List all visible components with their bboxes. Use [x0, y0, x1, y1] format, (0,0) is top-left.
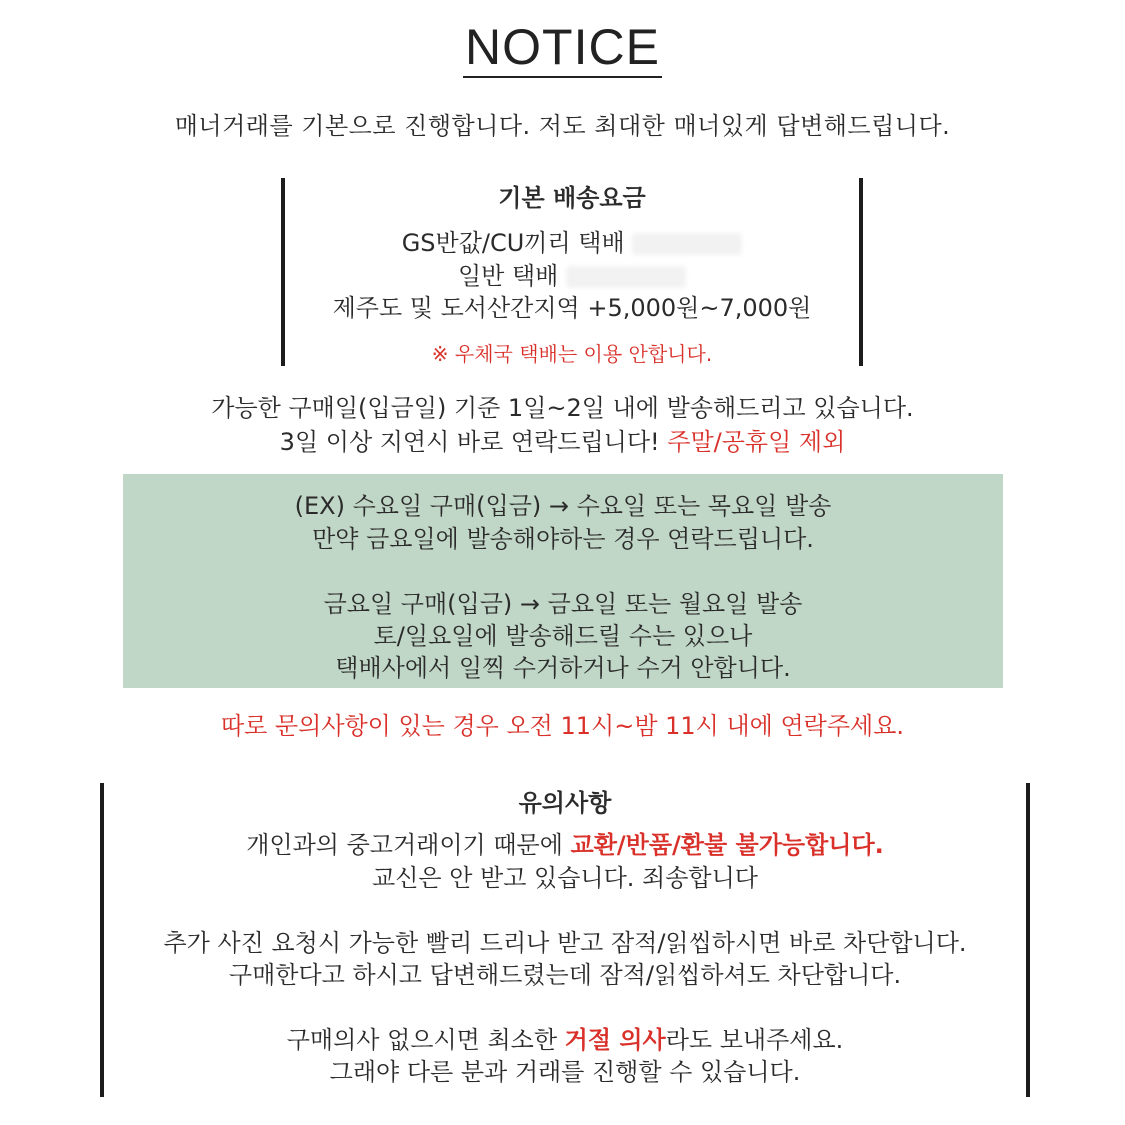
- dispatch-line-2-text: 3일 이상 지연시 바로 연락드립니다!: [279, 428, 668, 456]
- caution-line-5-suffix: 라도 보내주세요.: [665, 1026, 844, 1054]
- shipping-heading: 기본 배송요금: [498, 184, 646, 212]
- example-box: [123, 474, 1003, 688]
- caution-line-5: [100, 1020, 1030, 1055]
- caution-line-1-text: 개인과의 중고거래이기 때문에: [246, 831, 571, 859]
- shipping-gs-cu-label: GS반값/CU끼리 택배: [401, 229, 625, 257]
- shipping-regular-line: [281, 256, 863, 291]
- shipping-regular-label: 일반 택배: [457, 262, 559, 290]
- example-line-4: 토/일요일에 발송해드릴 수는 있으나: [373, 622, 753, 650]
- refusal-intent: 거절 의사: [564, 1026, 666, 1054]
- caution-heading: 유의사항: [518, 789, 612, 817]
- caution-line-5-prefix: 구매의사 없으시면 최소한: [286, 1026, 565, 1054]
- redacted-price: [566, 266, 686, 288]
- dispatch-line-1: 가능한 구매일(입금일) 기준 1일~2일 내에 발송해드리고 있습니다.: [211, 394, 914, 422]
- dispatch-line-2: [0, 422, 1125, 457]
- caution-line-2: 교신은 안 받고 있습니다. 죄송합니다: [372, 864, 758, 892]
- shipping-fee-box: [281, 178, 863, 366]
- caution-box: [100, 783, 1030, 1097]
- notice-title-text: NOTICE: [463, 18, 662, 78]
- caution-line-3: 추가 사진 요청시 가능한 빨리 드리나 받고 잠적/읽씹하시면 바로 차단합니다.: [163, 929, 967, 957]
- weekend-exception: 주말/공휴일 제외: [667, 428, 846, 456]
- example-line-3: 금요일 구매(입금) → 금요일 또는 월요일 발송: [323, 590, 803, 618]
- shipping-gs-cu-line: [281, 223, 863, 258]
- contact-hours: 따로 문의사항이 있는 경우 오전 11시~밤 11시 내에 연락주세요.: [220, 712, 905, 740]
- post-office-note: ※ 우체국 택배는 이용 안합니다.: [431, 342, 713, 366]
- caution-line-6: 그래야 다른 분과 거래를 진행할 수 있습니다.: [329, 1058, 801, 1086]
- caution-line-1: [100, 825, 1030, 860]
- shipping-jeju-line: 제주도 및 도서산간지역 +5,000원~7,000원: [332, 294, 812, 322]
- example-line-5: 택배사에서 일찍 수거하거나 수거 안합니다.: [335, 654, 791, 682]
- caution-line-4: 구매한다고 하시고 답변해드렸는데 잠적/읽씹하셔도 차단합니다.: [228, 961, 902, 989]
- intro-text: 매너거래를 기본으로 진행합니다. 저도 최대한 매너있게 답변해드립니다.: [174, 112, 951, 140]
- example-line-1: (EX) 수요일 구매(입금) → 수요일 또는 목요일 발송: [294, 492, 832, 520]
- redacted-price: [632, 233, 742, 255]
- no-refund-notice: 교환/반품/환불 불가능합니다.: [570, 831, 884, 859]
- notice-title: [0, 18, 1125, 78]
- example-line-2: 만약 금요일에 발송해야하는 경우 연락드립니다.: [312, 525, 814, 553]
